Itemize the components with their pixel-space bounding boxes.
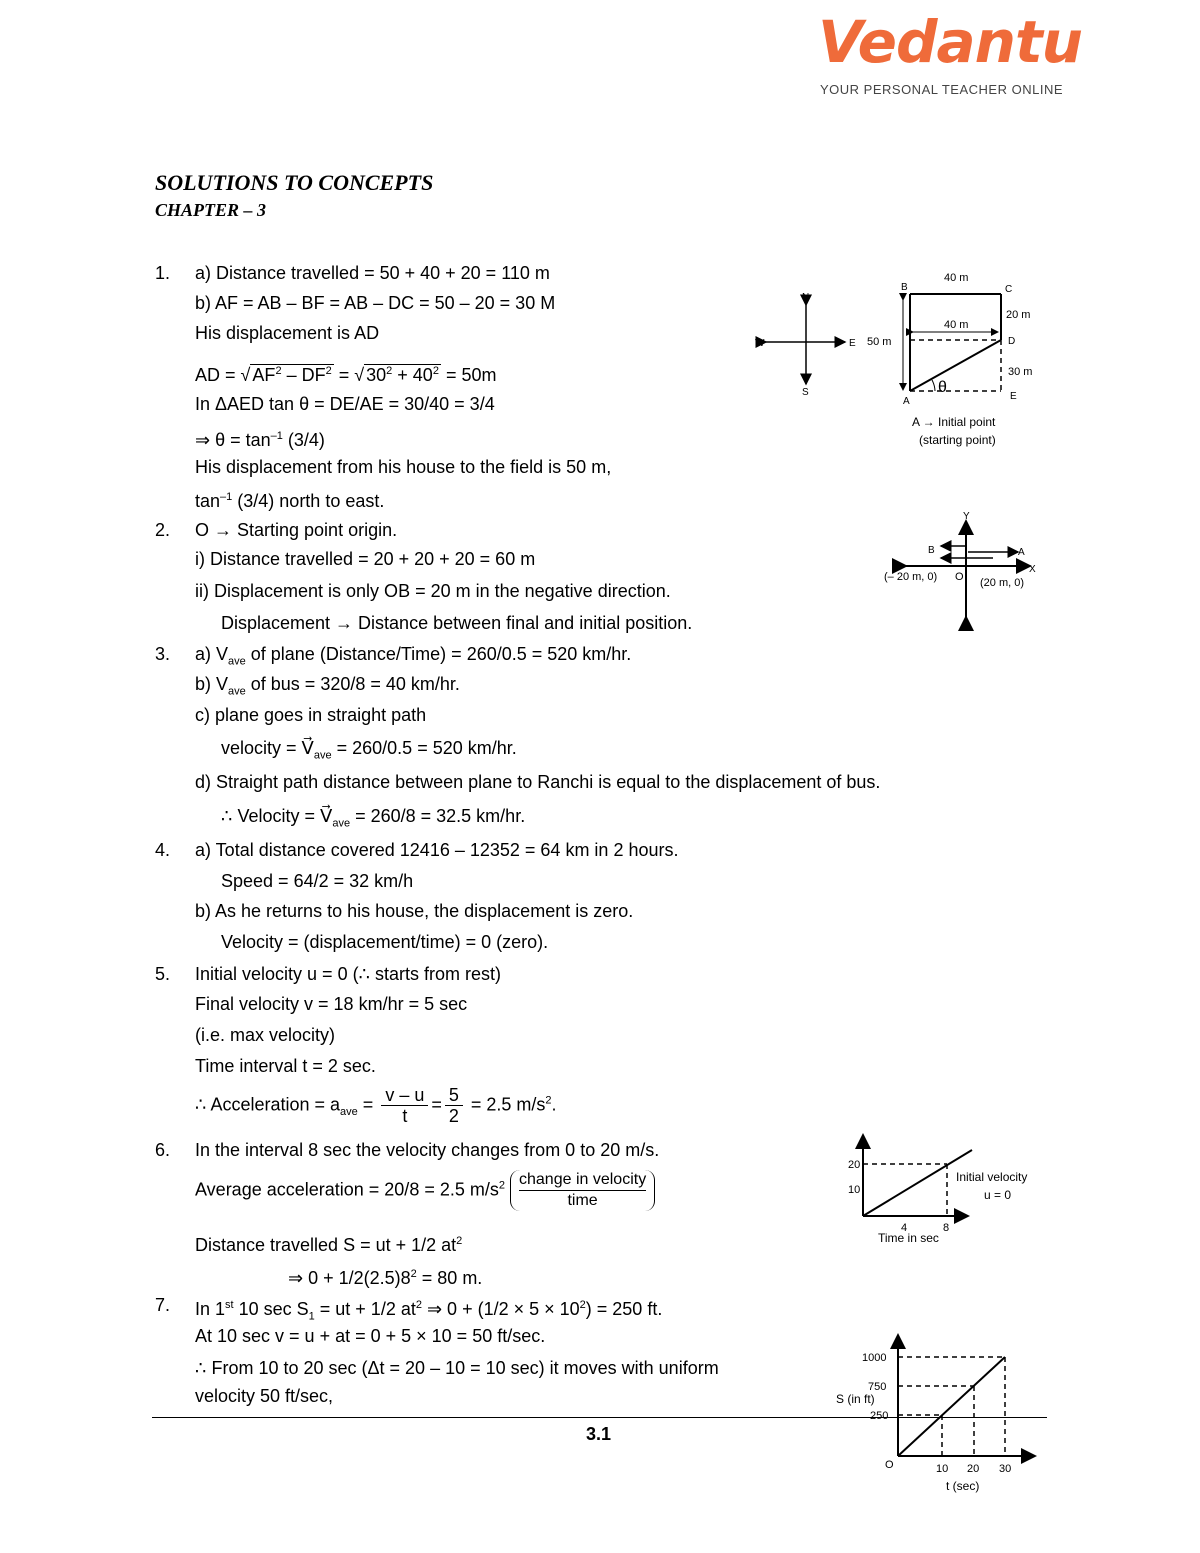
q4-line-speed: Speed = 64/2 = 32 km/h [221,871,414,891]
q6-line-result: ⇒ $0 + 1/2(2.5)8^2 = 80$ m. [288,1268,483,1288]
page-number: 3.1 [586,1424,612,1444]
point-e: E [1010,391,1017,402]
axis-y-label: Y [963,511,970,522]
compass-s: S [802,387,809,398]
page-title: SOLUTIONS TO CONCEPTS [155,170,434,195]
displacement-line [898,1357,1005,1456]
q1-line-concl1: His displacement from his house to the field is 50 m, [195,457,612,477]
q5-line-acceleration: ∴ Acceleration = $a_{ave}$ = $\frac{v - u}{t}$ = $\frac{5}{2}$ = 2.5 $m/s^2$. [195,1085,557,1126]
q7-line-3: ∴ From 10 to 20 sec (Δt = 20 – 10 = 10 sec) it moves with uniform [195,1358,719,1378]
ytick-20: 20 [848,1159,861,1171]
ytick-10: 10 [848,1184,861,1196]
ytick-1000: 1000 [862,1352,887,1364]
point-b-label: B [928,545,935,556]
xtick-20: 20 [967,1463,980,1475]
initial-velocity-note: Initial velocity [956,1170,1028,1184]
xtick-8: 8 [943,1222,950,1234]
q3-line-d: d) Straight path distance between plane to Ranchi is equal to the displacement of bus. [195,772,881,792]
logo-wordmark: Vedantu [818,8,1082,76]
compass-w: W [755,338,765,349]
ytick-250: 250 [870,1410,889,1422]
pos-coord: (20 m, 0) [980,577,1025,589]
q2-line-i: i) Distance travelled = 20 + 20 + 20 = 60 m [195,549,536,569]
origin-o: O [885,1459,894,1471]
xtick-30: 30 [999,1463,1012,1475]
q3-line-a: a) $V_{ave}$ of plane (Distance/Time) = 260/0.5 = 520 km/hr. [195,644,632,668]
q1-line-concl2: $\tan^{-1} (3/4)$ north to east. [195,491,385,511]
q5-line-t: Time interval t = 2 sec. [195,1056,376,1076]
q6-velocity-graph [840,1130,1045,1245]
xtick-4: 4 [901,1222,908,1234]
q7-line-1: In 1st 10 $\sec S_1$ = ut + 1/2 $at^2$ ⇒ $0 + (1/2 \times 5 \times 10^2) = 250$ ft. [195,1299,663,1323]
point-a-label: A [1018,547,1025,558]
q6-number: 6. [155,1140,171,1160]
q6-line-avg: Average acceleration = 20/8 = 2.5 $m/s^2$ $\frac{\text{change in velocity}}{\text{time}}$ [195,1170,655,1211]
q4-line-b: b) As he returns to his house, the displacement is zero. [195,901,634,921]
logo-tagline: YOUR PERSONAL TEACHER ONLINE [820,82,1063,97]
point-b: B [901,282,908,293]
label-30m: 30 m [1008,366,1033,378]
compass-n: N [802,292,810,303]
axis-x-label: X [1029,564,1036,575]
caption-initial: A → Initial point [912,415,996,429]
neg-coord: (– 20 m, 0) [884,571,938,583]
angle-theta: θ [938,379,947,396]
q3-line-velocity: velocity = $V⃗_{ave} = 260/0.5 = 520$ km/hr. [221,738,517,762]
ytick-750: 750 [868,1381,887,1393]
compass-rose [766,305,845,384]
q7-line-4: velocity 50 ft/sec, [195,1386,334,1406]
q1-line-b: b) AF = AB – BF = AB – DC = 50 – 20 = 30 M [195,293,556,313]
q5-number: 5. [155,964,171,984]
q1-line-a: a) Distance travelled = 50 + 40 + 20 = 110 m [195,263,550,283]
q3-number: 3. [155,644,171,664]
q3-line-b: b) $V_{ave}$ of bus = 320/8 = 40 km/hr. [195,674,460,698]
x-axis-title: t (sec) [946,1479,980,1493]
y-axis-title: S (in ft) [836,1392,875,1406]
q3-line-d-velocity: ∴ Velocity = $V⃗_{ave} = 260/8 = 32.5$ km/hr. [221,806,526,830]
u-zero-note: u = 0 [984,1188,1012,1202]
q2-number: 2. [155,520,171,540]
x-axis-title: Time in sec [878,1231,939,1245]
q7-displacement-graph [830,1330,1045,1500]
q2-line-def: Displacement → Distance between final and initial position. [221,613,693,633]
point-c: C [1005,284,1013,295]
q6-line-1: In the interval 8 sec the velocity changes from 0 to 20 m/s. [195,1140,660,1160]
q7-number: 7. [155,1295,171,1315]
xtick-10: 10 [936,1463,949,1475]
q5-line-u: Initial velocity u = 0 (∴ starts from rest) [195,964,502,984]
q4-line-velocity: Velocity = (displacement/time) = 0 (zero). [221,932,549,952]
q1-line-disp: His displacement is AD [195,323,380,343]
q2-axes-figure [880,505,1040,625]
q3-line-c: c) plane goes in straight path [195,705,427,725]
q6-line-dist: Distance travelled S = ut + 1/2 $at^2$ [195,1235,463,1255]
q2-line-o: O → Starting point origin. [195,520,398,540]
q1-path-figure [750,270,1050,455]
q4-number: 4. [155,840,171,860]
label-20m: 20 m [1006,309,1031,321]
q7-line-2: At 10 sec v = u + at = 0 + 5 × 10 = 50 ft/sec. [195,1326,546,1346]
vedantu-logo [818,8,1082,100]
q1-line-theta: ⇒ $\theta = \tan^{-1} (3/4)$ [195,430,325,450]
compass-e: E [849,338,856,349]
q2-line-ii: ii) Displacement is only OB = 20 m in the negative direction. [195,581,671,601]
q5-line-v: Final velocity v = 18 km/hr = 5 sec [195,994,468,1014]
q1-line-tan: In ΔAED tan θ = DE/AE = 30/40 = 3/4 [195,394,495,414]
q4-line-a: a) Total distance covered 12416 – 12352 = 64 km in 2 hours. [195,840,679,860]
point-d: D [1008,336,1016,347]
chapter-heading: CHAPTER – 3 [155,200,267,220]
path-ad [910,340,1001,391]
q1-line-ad: AD = √ $AF^2 - DF^2$ = √ $30^2 + 40^2 = 50m$ [195,365,497,385]
point-a: A [903,396,910,407]
label-50m: 50 m [867,336,892,348]
q5-line-ie: (i.e. max velocity) [195,1025,336,1045]
caption-starting: (starting point) [919,433,996,447]
origin-label: O [955,571,964,583]
q1-number: 1. [155,263,171,283]
label-40m-inner: 40 m [944,319,969,331]
label-40m-top: 40 m [944,272,969,284]
